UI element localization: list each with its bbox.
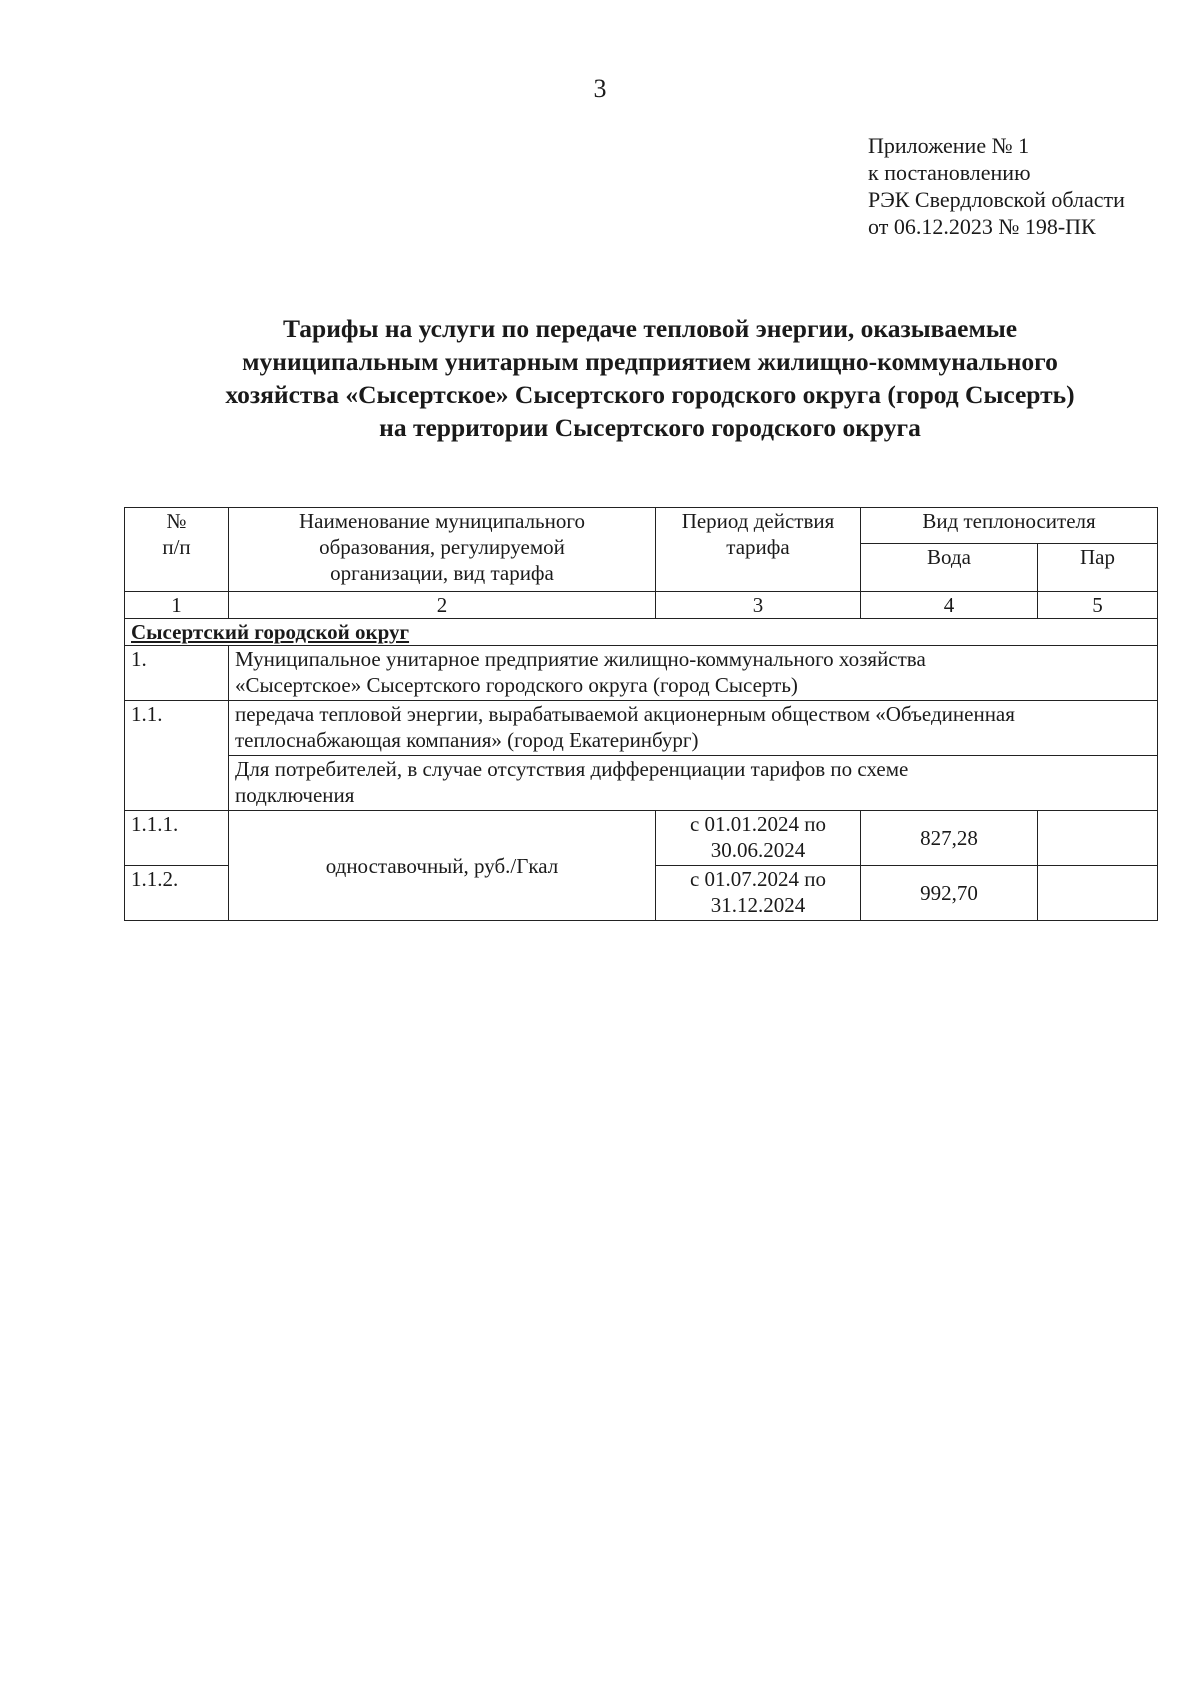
header-steam: Пар	[1038, 544, 1158, 592]
tariff-steam-value	[1038, 811, 1158, 866]
tariff-steam-value	[1038, 866, 1158, 921]
title-line: Тарифы на услуги по передаче тепловой энергии, оказываемые	[282, 314, 1018, 343]
page-number: 3	[593, 74, 607, 103]
region-row	[125, 619, 1158, 646]
consumers-name: Для потребителей, в случае отсутствия дифференциации тарифов по схеме подключения	[229, 756, 1158, 811]
header-carrier: Вид теплоносителя	[861, 508, 1158, 544]
service-num: 1.1.	[125, 701, 229, 811]
tariff-type: одноставочный, руб./Гкал	[229, 811, 656, 921]
tariff-period: с 01.01.2024 по 30.06.2024	[656, 811, 861, 866]
org-row	[125, 646, 1158, 701]
header-water: Вода	[861, 544, 1038, 592]
tariff-num: 1.1.2.	[125, 866, 229, 921]
appendix-line: к постановлению	[868, 160, 1031, 185]
column-number: 3	[656, 592, 861, 619]
tariff-water-value: 827,28	[861, 811, 1038, 866]
region-name: Сысертский городской округ	[125, 619, 1158, 646]
document-title	[120, 312, 1180, 444]
header-num: № п/п	[125, 508, 229, 592]
column-number: 4	[861, 592, 1038, 619]
header-row	[125, 508, 1158, 544]
tariff-water-value: 992,70	[861, 866, 1038, 921]
appendix-block	[868, 132, 1188, 240]
appendix-line: РЭК Свердловской области	[868, 187, 1125, 212]
title-line: на территории Сысертского городского округа	[379, 413, 921, 442]
column-number: 1	[125, 592, 229, 619]
header-name: Наименование муниципального образования, регулируемой организации, вид тарифа	[229, 508, 656, 592]
service-name: передача тепловой энергии, вырабатываемой акционерным обществом «Объединенная теплоснабжающая компания» (город Екатеринбург)	[229, 701, 1158, 756]
tariff-num: 1.1.1.	[125, 811, 229, 866]
title-line: муниципальным унитарным предприятием жилищно-коммунального	[242, 347, 1058, 376]
tariff-row	[125, 811, 1158, 866]
header-period: Период действия тарифа	[656, 508, 861, 592]
org-num: 1.	[125, 646, 229, 701]
appendix-line: Приложение № 1	[868, 133, 1030, 158]
column-number: 5	[1038, 592, 1158, 619]
org-name: Муниципальное унитарное предприятие жилищно-коммунального хозяйства «Сысертское» Сысертского городского округа (город Сысерть)	[229, 646, 1158, 701]
tariff-period: с 01.07.2024 по 31.12.2024	[656, 866, 861, 921]
service-row	[125, 701, 1158, 756]
tariffs-table	[124, 507, 1158, 921]
column-number: 2	[229, 592, 656, 619]
consumers-row	[125, 756, 1158, 811]
appendix-date-line: от 06.12.2023 № 198-ПК	[868, 214, 1096, 239]
column-number-row	[125, 592, 1158, 619]
title-line: хозяйства «Сысертское» Сысертского городского округа (город Сысерть)	[225, 380, 1075, 409]
